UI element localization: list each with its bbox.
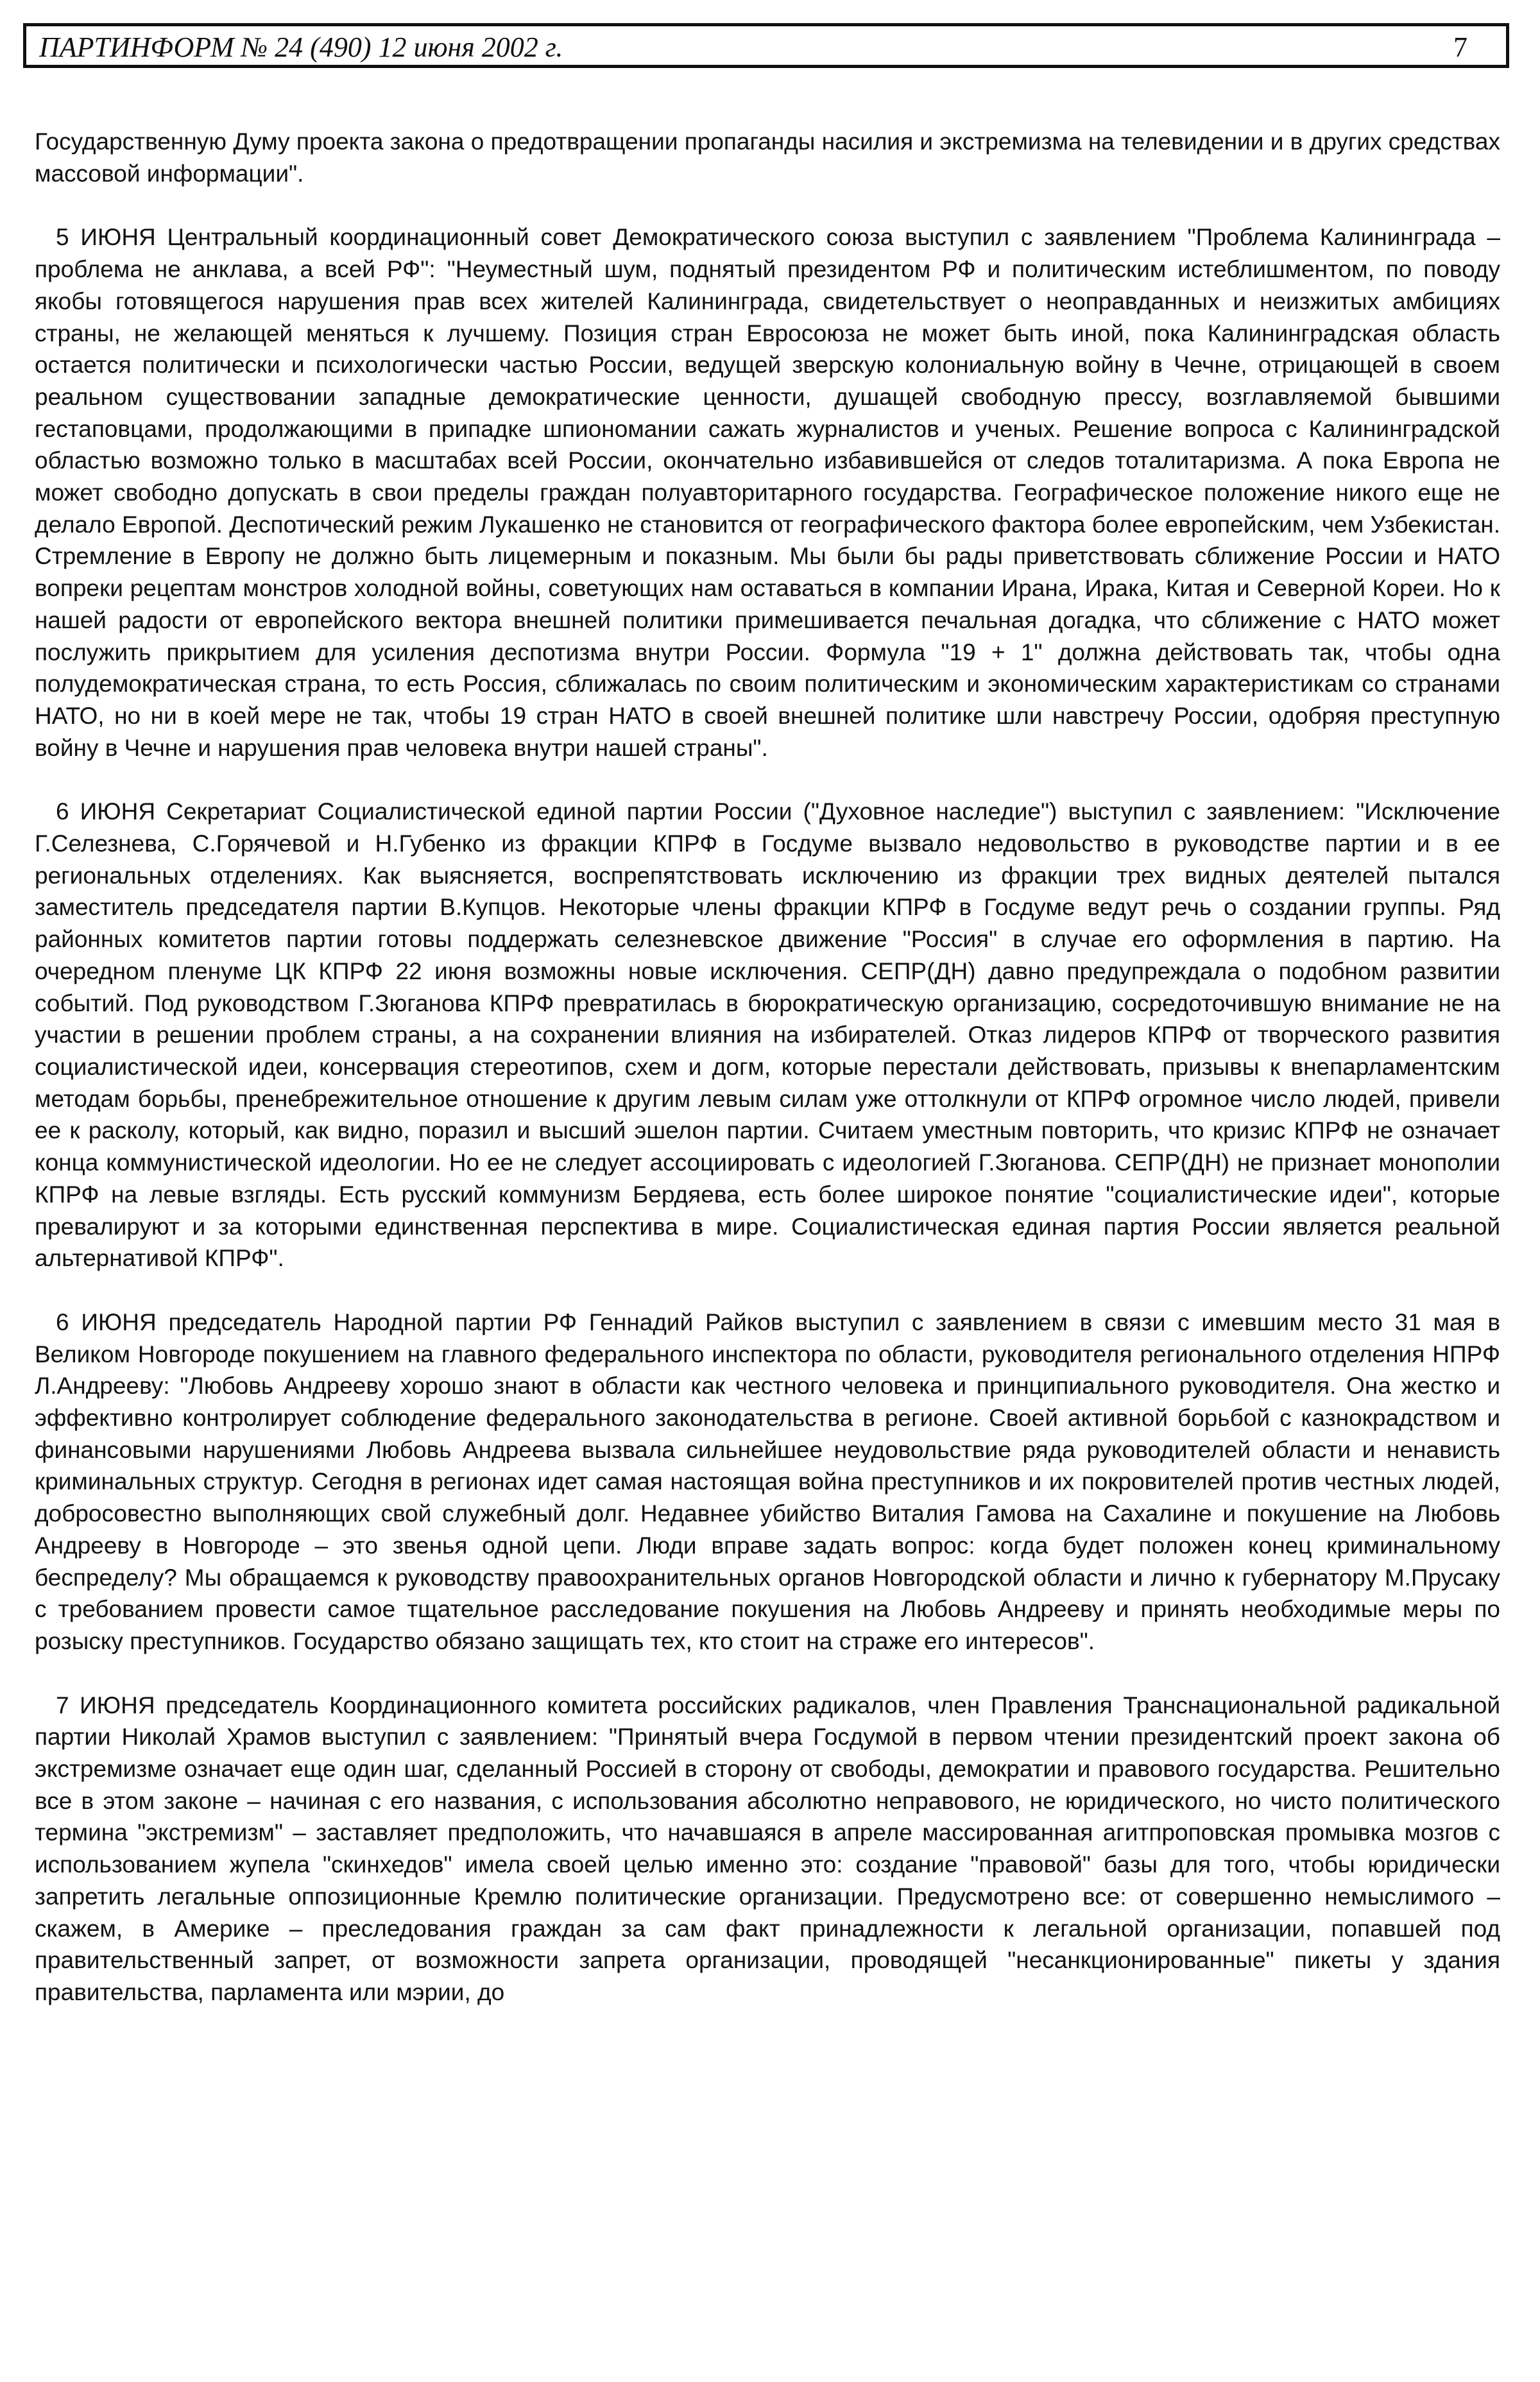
paragraph-june-7: 7 ИЮНЯ председатель Координационного комитета российских радикалов, член Правления Транснациональной радикальной партии Николай Храмов выступил с заявлением: "Принятый вчера Госдумой в первом чтении президентский проект закона об экстремизме означает еще один шаг, сделанный Россией в сторону от свободы, демократии и правового государства. Решительно все в этом законе – начиная с его названия, с использования абсолютно неправового, не юридического, но чисто политического термина "экстремизм" – заставляет предположить, что начавшаяся в апреле массированная агитпроповская промывка мозгов с использованием жупела "скинхедов" имела своей целью именно это: создание "правовой" базы для того, чтобы юридически запретить легальные оппозиционные Кремлю политические организации. Предусмотрено все: от совершенно немыслимого – скажем, в Америке – преследования граждан за сам факт принадлежности к легальной организации, попавшей под правительственный запрет, от возможности запрета организации, проводящей "несанкционированные" пикеты у здания правительства, парламента или мэрии, до — [35, 1692, 1500, 2005]
paragraph-continuation: Государственную Думу проекта закона о предотвращении пропаганды насилия и экстремизма на телевидении и в других средствах массовой информации". — [35, 128, 1500, 187]
page-number: 7 — [1453, 31, 1467, 63]
publication-title: ПАРТИНФОРМ № 24 (490) 12 июня 2002 г. — [39, 31, 563, 63]
paragraph-june-5: 5 ИЮНЯ Центральный координационный совет Демократического союза выступил с заявлением "Проблема Калининграда – проблема не анклава, а всей РФ": "Неуместный шум, поднятый президентом РФ и политическим истеблишментом, по поводу якобы готовящегося нарушения прав всех жителей Калининграда, свидетельствует о неоправданных и неизжитых амбициях страны, не желающей меняться к лучшему. Позиция стран Евросоюза не может быть иной, пока Калининградская область остается политически и психологически частью России, ведущей зверскую колониальную войну в Чечне, отрицающей в своем реальном существовании западные демократические ценности, душащей свободную прессу, возглавляемой бывшими гестаповцами, продолжающими в припадке шпиономании сажать журналистов и ученых. Решение вопроса с Калининградской областью возможно только в масштабах всей России, окончательно избавившейся от следов тоталитаризма. А пока Европа не может свободно допускать в свои пределы граждан полуавторитарного государства. Географическое положение никого еще не делало Европой. Деспотический режим Лукашенко не становится от географического фактора более европейским, чем Узбекистан. Стремление в Европу не должно быть лицемерным и показным. Мы были бы рады приветствовать сближение России и НАТО вопреки рецептам монстров холодной войны, советующих нам оставаться в компании Ирана, Ирака, Китая и Северной Кореи. Но к нашей радости от европейского вектора внешней политики примешивается печальная догадка, что сближение с НАТО может послужить прикрытием для усиления деспотизма внутри России. Формула "19 + 1" должна действовать так, чтобы одна полудемократическая страна, то есть Россия, сближалась по своим политическим и экономическим характеристикам со странами НАТО, но ни в коей мере не так, чтобы 19 стран НАТО в своей внешней политике шли навстречу России, одобряя преступную войну в Чечне и нарушения прав человека внутри нашей страны". — [35, 224, 1500, 761]
article-body — [35, 126, 1500, 2009]
paragraph-june-6-nprf: 6 ИЮНЯ председатель Народной партии РФ Геннадий Райков выступил с заявлением в связи с имевшим место 31 мая в Великом Новгороде покушением на главного федерального инспектора по области, руководителя регионального отделения НПРФ Л.Андрееву: "Любовь Андрееву хорошо знают в области как честного человека и принципиального руководителя. Она жестко и эффективно контролирует соблюдение федерального законодательства в регионе. Своей активной борьбой с казнокрадством и финансовыми нарушениями Любовь Андреева вызвала сильнейшее неудовольствие ряда руководителей области и ненависть криминальных структур. Сегодня в регионах идет самая настоящая война преступников и их покровителей против честных людей, добросовестно выполняющих свой служебный долг. Недавнее убийство Виталия Гамова на Сахалине и покушение на Любовь Андрееву в Новгороде – это звенья одной цепи. Люди вправе задать вопрос: когда будет положен конец криминальному беспределу? Мы обращаемся к руководству правоохранительных органов Новгородской области и лично к губернатору М.Прусаку с требованием провести самое тщательное расследование покушения на Любовь Андрееву и принять необходимые меры по розыску преступников. Государство обязано защищать тех, кто стоит на страже его интересов". — [35, 1308, 1500, 1654]
paragraph-june-6-sepr: 6 ИЮНЯ Секретариат Социалистической единой партии России ("Духовное наследие") выступил с заявлением: "Исключение Г.Селезнева, С.Горячевой и Н.Губенко из фракции КПРФ в Госдуме вызвало недовольство в руководстве партии и в ее региональных отделениях. Как выясняется, воспрепятствовать исключению из фракции трех видных деятелей пытался заместитель председателя партии В.Купцов. Некоторые члены фракции КПРФ в Госдуме ведут речь о создании группы. Ряд районных комитетов партии готовы поддержать селезневское движение "Россия" в случае его оформления в партию. На очередном пленуме ЦК КПРФ 22 июня возможны новые исключения. СЕПР(ДН) давно предупреждала о подобном развитии событий. Под руководством Г.Зюганова КПРФ превратилась в бюрократическую организацию, сосредоточившую внимание не на участии в решении проблем страны, а на сохранении влияния на избирателей. Отказ лидеров КПРФ от творческого развития социалистической идеи, консервация стереотипов, схем и догм, которые перестали действовать, призывы к внепарламентским методам борьбы, пренебрежительное отношение к другим левым силам уже оттолкнули от КПРФ огромное число людей, привели ее к расколу, который, как видно, поразил и высший эшелон партии. Считаем уместным повторить, что кризис КПРФ не означает конца коммунистической идеологии. Но ее не следует ассоциировать с идеологией Г.Зюганова. СЕПР(ДН) не признает монополии КПРФ на левые взгляды. Есть русский коммунизм Бердяева, есть более широкое понятие "социалистические идеи", которые превалируют и за которыми единственная перспектива в мире. Социалистическая единая партия России является реальной альтернативой КПРФ". — [35, 798, 1500, 1272]
page-header — [23, 23, 1509, 68]
